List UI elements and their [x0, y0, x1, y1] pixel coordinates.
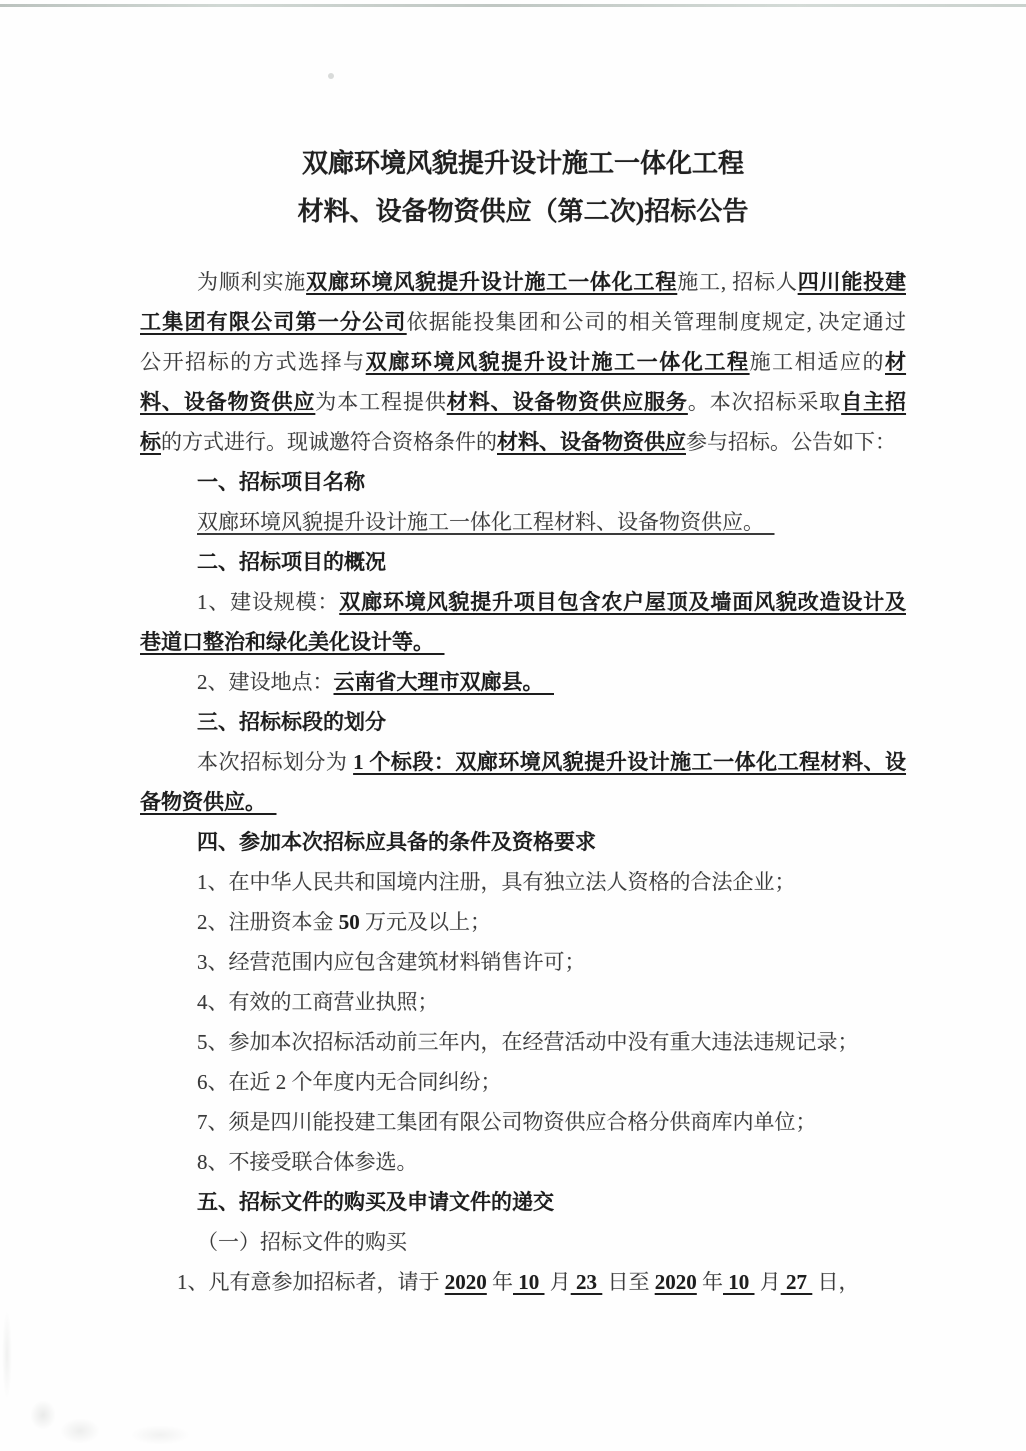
text-run: 材料、设备物资供应服务 — [446, 390, 688, 414]
condition-8 — [140, 1142, 906, 1182]
para1-line2 — [140, 302, 906, 342]
text-run: 双廊环境风貌提升设计施工一体化工程 — [306, 270, 678, 294]
condition-4 — [140, 982, 906, 1022]
text-run: 一、招标项目名称 — [197, 470, 365, 494]
heading-2 — [140, 542, 906, 582]
text-run: 8、不接受联合体参选。 — [197, 1150, 418, 1174]
text-run: 1、建设规模： — [197, 590, 340, 614]
para1-line5 — [140, 422, 906, 462]
text-run: 1 个标段：双廊环境风貌提升设计施工一体化工程材料、设 — [353, 750, 907, 774]
heading-4 — [140, 822, 906, 862]
text-run: 万元及以上； — [359, 910, 491, 934]
text-run: 7、须是四川能投建工集团有限公司物资供应合格分供商库内单位； — [197, 1110, 817, 1134]
text-run: 2、建设地点： — [197, 670, 334, 694]
text-run: 双廊环境风貌提升设计施工一体化工程材料、设备物资供应。 — [197, 510, 775, 534]
text-run: 材 — [885, 350, 907, 374]
text-run: 5、参加本次招标活动前三年内，在经营活动中没有重大违法违规记录； — [197, 1030, 859, 1054]
scan-speck — [2, 1310, 12, 1400]
text-run: 1、凡有意参加招标者，请于 — [177, 1270, 445, 1294]
text-run: 依据能投集团和公司的相关管理制度规定, 决定通过 — [406, 310, 907, 334]
scan-speck — [130, 1425, 190, 1445]
scale-line1 — [140, 582, 906, 622]
text-run: 1、在中华人民共和国境内注册，具有独立法人资格的合法企业； — [197, 870, 796, 894]
text-run: 。本次招标采取 — [687, 390, 842, 414]
text-run: 的方式进行。现诚邀符合资格条件的 — [161, 430, 497, 454]
text-run: 月 — [754, 1270, 781, 1294]
text-run: 10 — [723, 1270, 755, 1294]
scanner-edge-artifact — [0, 4, 1026, 7]
scale-line2 — [140, 622, 906, 662]
text-run: 10 — [513, 1270, 545, 1294]
condition-2 — [140, 902, 906, 942]
text-run: 公开招标的方式选择与 — [140, 350, 366, 374]
text-run: 四、参加本次招标应具备的条件及资格要求 — [197, 830, 596, 854]
text-run: 备物资供应。 — [140, 790, 277, 814]
text-run: 材料、设备物资供应 — [497, 430, 686, 454]
text-run: 3、经营范围内应包含建筑材料销售许可； — [197, 950, 586, 974]
text-run: 二、招标项目的概况 — [197, 550, 386, 574]
text-run: 料、设备物资供应 — [140, 390, 316, 414]
text-run: 2、注册资本金 — [197, 910, 339, 934]
text-run: 23 — [570, 1270, 603, 1294]
section-line1 — [140, 742, 906, 782]
scan-speck — [30, 1400, 56, 1430]
text-run: 标 — [140, 430, 161, 454]
text-run: 2020 — [654, 1270, 697, 1294]
text-run: 巷道口整治和绿化美化设计等。 — [140, 630, 445, 654]
text-run: 五、招标文件的购买及申请文件的递交 — [197, 1190, 554, 1214]
text-run: 6、在近 2 个年度内无合同纠纷； — [197, 1070, 502, 1094]
project-name — [140, 502, 906, 542]
condition-3 — [140, 942, 906, 982]
purchase-line — [140, 1262, 906, 1302]
subheading-1 — [140, 1222, 906, 1262]
text-run: 年 — [486, 1270, 513, 1294]
para1-line3 — [140, 342, 906, 382]
para1-line4 — [140, 382, 906, 422]
text-run: 27 — [780, 1270, 813, 1294]
scan-speck — [328, 73, 334, 79]
location-line — [140, 662, 906, 702]
condition-6 — [140, 1062, 906, 1102]
text-run: 日， — [812, 1270, 860, 1294]
text-run: 2020 — [444, 1270, 487, 1294]
heading-3 — [140, 702, 906, 742]
text-run: 为本工程提供 — [315, 390, 447, 414]
document-title-line-1: 双廊环境风貌提升设计施工一体化工程 — [301, 149, 744, 178]
text-run: 50 — [338, 910, 360, 934]
text-run: 自主招 — [841, 390, 907, 414]
heading-1 — [140, 462, 906, 502]
text-run: 云南省大理市双廊县。 — [333, 670, 554, 694]
text-run: 本次招标划分为 — [197, 750, 354, 774]
text-run: 年 — [696, 1270, 723, 1294]
text-run: 工集团有限公司第一分公司 — [140, 310, 407, 334]
text-run: 为顺利实施 — [197, 270, 307, 294]
text-run: 双廊环境风貌提升设计施工一体化工程 — [365, 350, 750, 374]
text-run: 参与招标。公告如下： — [686, 430, 896, 454]
condition-7 — [140, 1102, 906, 1142]
text-run: 日至 — [602, 1270, 655, 1294]
heading-5 — [140, 1182, 906, 1222]
text-run: 施工, 招标人 — [677, 270, 798, 294]
text-run: 施工相适应的 — [749, 350, 886, 374]
text-run: 双廊环境风貌提升项目包含农户屋顶及墙面风貌改造设计及 — [339, 590, 906, 614]
text-run: 三、招标标段的划分 — [197, 710, 386, 734]
text-run: （一）招标文件的购买 — [197, 1230, 407, 1254]
document-title-line-2: 材料、设备物资供应（第二次)招标公告 — [297, 197, 749, 226]
text-run: 月 — [544, 1270, 571, 1294]
section-line2 — [140, 782, 906, 822]
scan-speck — [60, 1418, 100, 1444]
text-run: 4、有效的工商营业执照； — [197, 990, 439, 1014]
text-run: 四川能投建 — [797, 270, 906, 294]
condition-5 — [140, 1022, 906, 1062]
condition-1 — [140, 862, 906, 902]
para1-line1 — [140, 262, 906, 302]
